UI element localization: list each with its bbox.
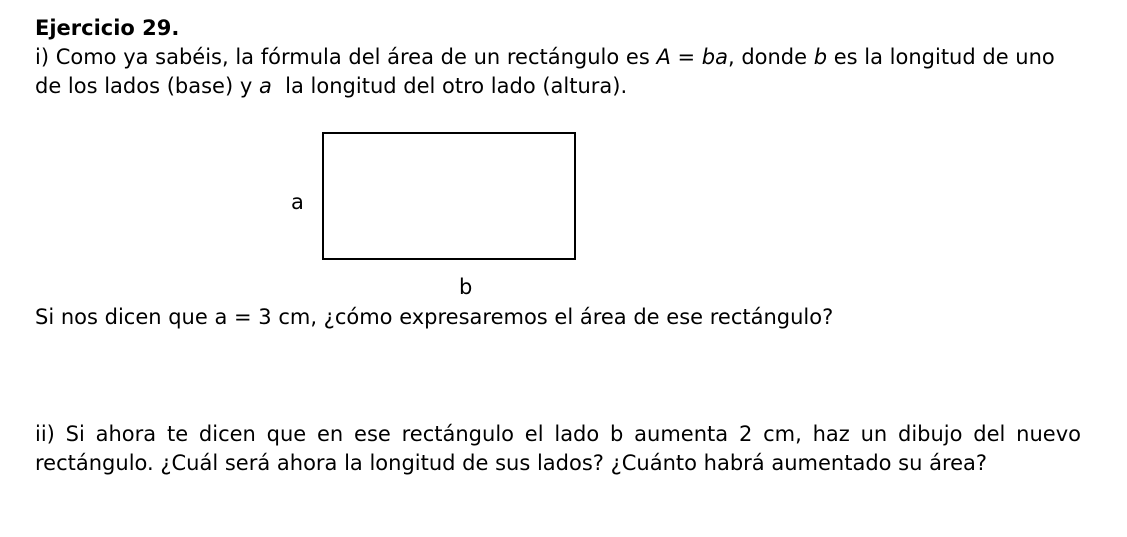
variable-b: b [813, 45, 828, 69]
part1-line1-text-2: , donde [727, 45, 814, 69]
part1-line2 [35, 72, 627, 101]
side-a-label: a [291, 190, 304, 214]
variable-a: a [258, 74, 272, 98]
part2-line1: ii) Si ahora te dicen que en ese rectángulo el lado b aumenta 2 cm, haz un dibujo del nuevo [35, 422, 1081, 446]
side-b-label: b [459, 275, 473, 299]
part2-line2: rectángulo. ¿Cuál será ahora la longitud de sus lados? ¿Cuánto habrá aumentado su área? [35, 451, 988, 475]
exercise-title: Ejercicio 29. [35, 16, 180, 40]
part1-line2-text-2: la longitud del otro lado (altura). [271, 74, 628, 98]
rectangle-figure [322, 132, 576, 260]
part1-line2-text-1: de los lados (base) y [35, 74, 259, 98]
part1-line1 [35, 43, 1055, 72]
part1-line1-text-3: es la longitud de uno [827, 45, 1055, 69]
question-1: Si nos dicen que a = 3 cm, ¿cómo expresaremos el área de ese rectángulo? [35, 305, 834, 329]
area-formula: A = ba [656, 45, 728, 69]
part1-line1-text-1: i) Como ya sabéis, la fórmula del área de un rectángulo es [35, 45, 657, 69]
